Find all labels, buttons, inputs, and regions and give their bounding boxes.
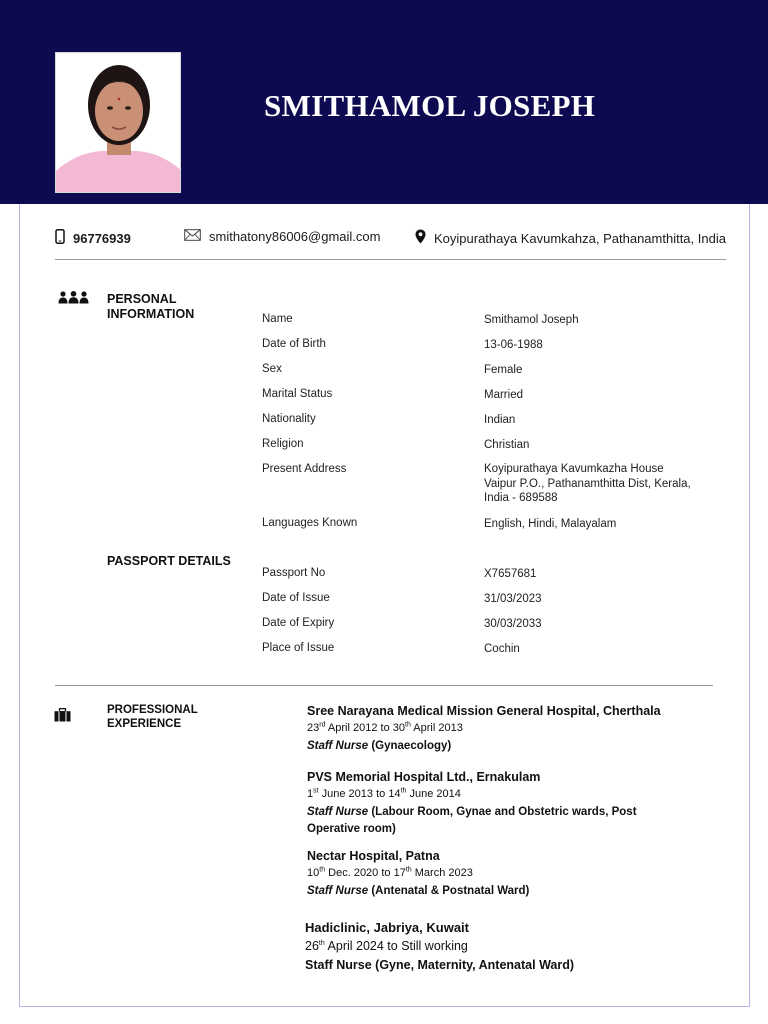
field-label-present-address: Present Address [262, 463, 347, 475]
field-value-place-of-issue: Cochin [484, 643, 520, 655]
field-value-name: Smithamol Joseph [484, 314, 579, 326]
briefcase-icon [54, 708, 71, 727]
phone-icon [55, 229, 65, 247]
job-1-role: Staff Nurse (Gynaecology) [307, 740, 452, 752]
field-label-religion: Religion [262, 438, 304, 450]
field-value-present-address: Koyipurathaya Kavumkazha House Vaipur P.O., Pathanamthitta Dist, Kerala, India - 689588 [484, 463, 691, 504]
field-value-languages: English, Hindi, Malayalam [484, 518, 617, 530]
field-value-religion: Christian [484, 439, 530, 451]
address-text: Koyipurathaya Kavumkahza, Pathanamthitta, India [434, 230, 726, 246]
job-3-dates: 10th Dec. 2020 to 17th March 2023 [307, 866, 473, 879]
field-label-place-of-issue: Place of Issue [262, 642, 335, 654]
contact-address [415, 229, 726, 247]
job-3-organization: Nectar Hospital, Patna [307, 849, 440, 863]
phone-number: 96776939 [73, 230, 131, 246]
candidate-name: SMITHAMOL JOSEPH [264, 88, 596, 123]
field-label-dob: Date of Birth [262, 338, 326, 350]
field-label-languages: Languages Known [262, 517, 358, 529]
field-label-name: Name [262, 313, 293, 325]
profile-photo [55, 52, 181, 193]
job-4-role: Staff Nurse (Gyne, Maternity, Antenatal Ward) [305, 958, 575, 972]
field-label-nationality: Nationality [262, 413, 316, 425]
field-value-sex: Female [484, 364, 523, 376]
field-value-nationality: Indian [484, 414, 516, 426]
contact-phone [55, 229, 131, 247]
contact-email [184, 229, 380, 244]
field-label-marital-status: Marital Status [262, 388, 333, 400]
field-label-sex: Sex [262, 363, 282, 375]
job-2-organization: PVS Memorial Hospital Ltd., Ernakulam [307, 770, 541, 784]
field-value-marital-status: Married [484, 389, 523, 401]
email-icon [184, 229, 201, 244]
divider-contact [55, 259, 726, 260]
field-label-passport-no: Passport No [262, 567, 326, 579]
email-address[interactable]: smithatony86006@gmail.com [209, 229, 381, 244]
job-entry-3 [307, 849, 687, 900]
passport-heading: PASSPORT DETAILS [107, 554, 231, 568]
location-pin-icon [415, 229, 426, 247]
field-value-date-of-expiry: 30/03/2033 [484, 618, 542, 630]
job-2-role: Staff Nurse (Labour Room, Gynae and Obstetric wards, Post Operative room) [307, 806, 637, 835]
job-1-dates: 23rd April 2012 to 30th April 2013 [307, 721, 463, 734]
experience-heading: PROFESSIONAL EXPERIENCE [107, 704, 198, 730]
field-label-date-of-issue: Date of Issue [262, 592, 330, 604]
job-4-organization: Hadiclinic, Jabriya, Kuwait [305, 920, 469, 935]
job-2-dates: 1st June 2013 to 14th June 2014 [307, 787, 461, 800]
header-banner [0, 0, 768, 204]
field-value-date-of-issue: 31/03/2023 [484, 593, 542, 605]
field-value-passport-no: X7657681 [484, 568, 537, 580]
job-1-organization: Sree Narayana Medical Mission General Hospital, Cherthala [307, 704, 661, 718]
job-entry-2 [307, 770, 687, 838]
personal-info-heading: PERSONAL INFORMATION [107, 292, 195, 321]
job-entry-4 [305, 920, 685, 974]
field-value-dob: 13-06-1988 [484, 339, 543, 351]
job-3-role: Staff Nurse (Antenatal & Postnatal Ward) [307, 885, 530, 897]
job-4-dates: 26th April 2024 to Still working [305, 939, 468, 953]
people-icon [58, 291, 89, 309]
field-label-date-of-expiry: Date of Expiry [262, 617, 335, 629]
job-entry-1 [307, 704, 687, 755]
divider-experience [55, 685, 713, 686]
